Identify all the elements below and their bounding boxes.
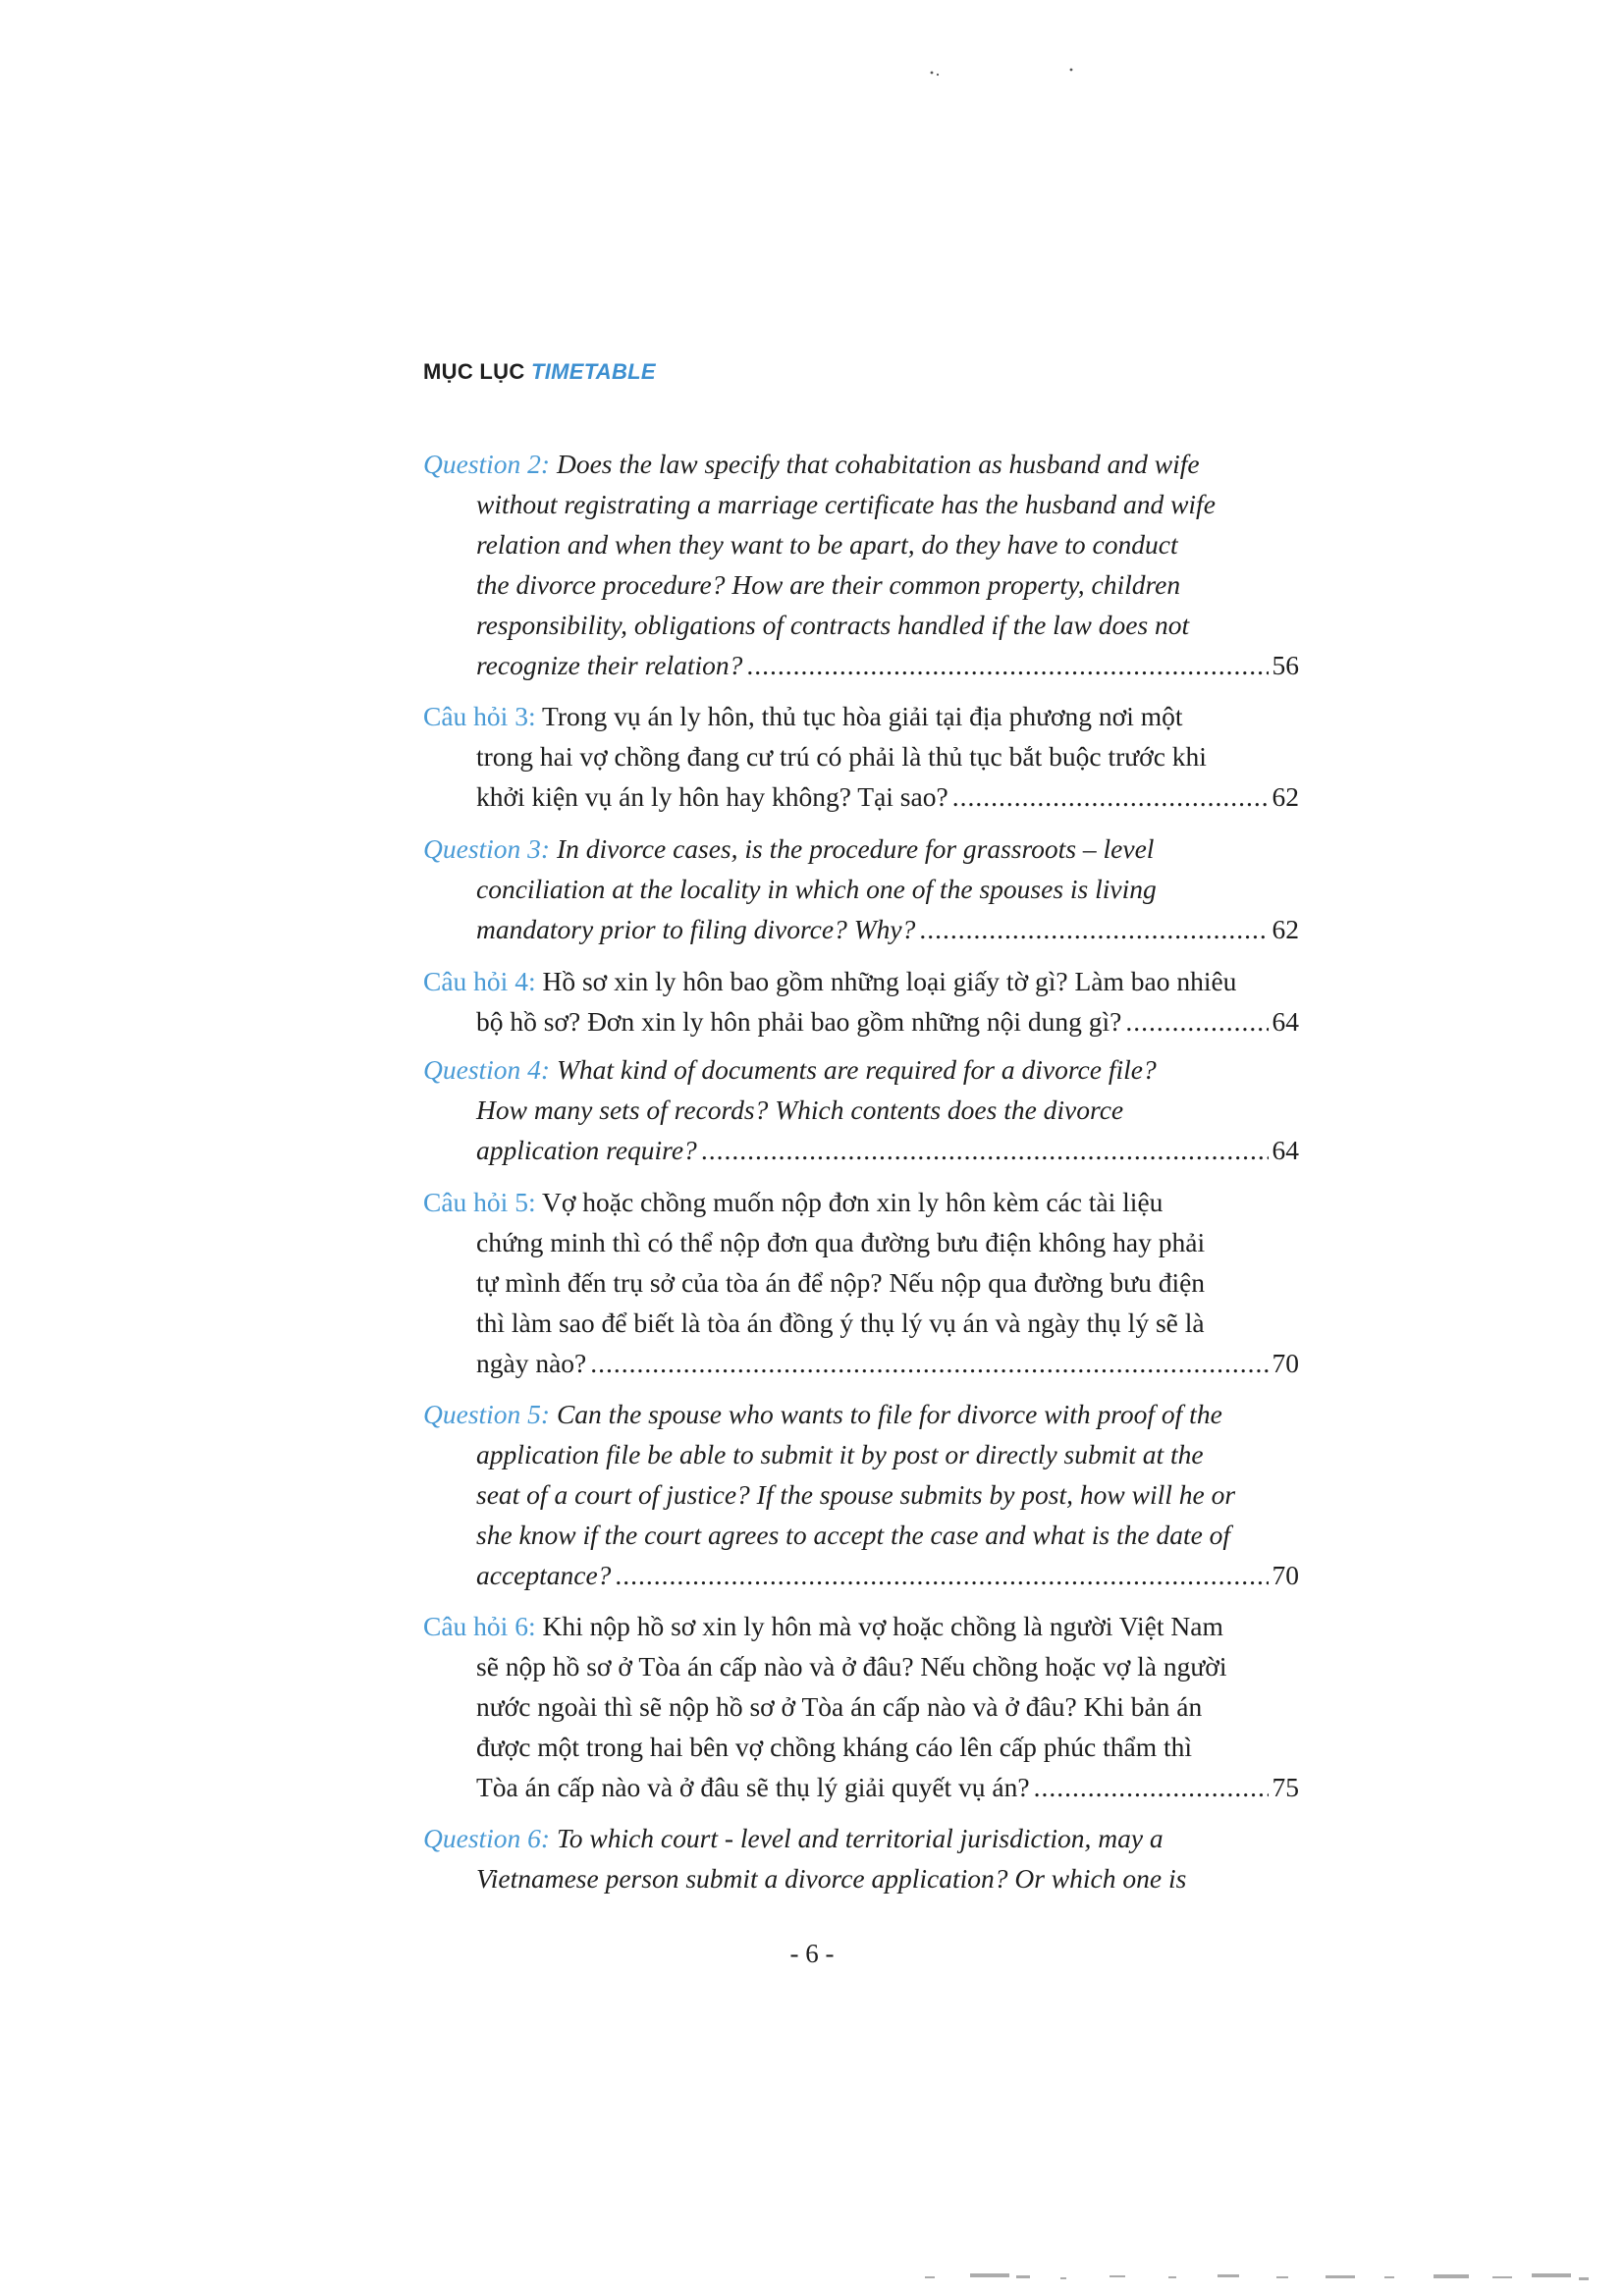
toc-entry-line-text: application require? — [476, 1135, 697, 1165]
toc-entry-line-text: application file be able to submit it by post or directly submit at the — [476, 1439, 1204, 1469]
header-title: MỤC LỤC — [423, 359, 525, 384]
toc-entry[interactable] — [423, 1606, 1299, 1807]
toc-entry-line — [423, 1001, 1299, 1041]
toc-entry-text — [476, 645, 742, 685]
toc-entry-text — [423, 966, 1236, 996]
toc-entry-line-text: How many sets of records? Which contents does the divorce — [476, 1095, 1124, 1125]
toc-entry-text — [476, 1001, 1121, 1041]
toc-entry[interactable] — [423, 696, 1299, 817]
toc-entry-line-text: recognize their relation? — [476, 650, 743, 680]
toc-entry-line-text: Can the spouse who wants to file for divorce with proof of the — [556, 1399, 1222, 1429]
toc-entry-line — [423, 1130, 1299, 1170]
toc-entry-line — [423, 1343, 1299, 1383]
toc-entry-line-text: without registrating a marriage certificate has the husband and wife — [476, 489, 1216, 519]
toc-entry-line — [423, 1222, 1299, 1262]
toc-leader-dots — [952, 776, 1269, 817]
toc-entry-text — [423, 833, 1154, 864]
toc-entry-line — [423, 484, 1299, 524]
toc-page-number: 64 — [1272, 1135, 1299, 1165]
toc-page-number: 75 — [1272, 1772, 1299, 1802]
toc-entry-line-text: In divorce cases, is the procedure for grassroots – level — [556, 833, 1155, 864]
toc-entry-line — [423, 1555, 1299, 1595]
toc-entry-text — [423, 1187, 1163, 1217]
toc-entry-line-text: the divorce procedure? How are their common property, children — [476, 569, 1181, 600]
toc-entry-line-text: bộ hồ sơ? Đơn xin ly hôn phải bao gồm những nội dung gì? — [476, 1006, 1122, 1037]
toc-entry-text — [476, 909, 915, 949]
header-subtitle: TIMETABLE — [530, 359, 656, 384]
toc-entry-label: Question 3: — [423, 833, 551, 864]
toc-entry-line-text: relation and when they want to be apart, do they have to conduct — [476, 529, 1178, 560]
toc-entry-line — [423, 1818, 1299, 1858]
toc-entry-line-text: To which court - level and territorial jurisdiction, may a — [556, 1823, 1164, 1853]
toc-entry[interactable] — [423, 1394, 1299, 1595]
toc-entry-text — [476, 1343, 586, 1383]
toc-entry-line-text: sẽ nộp hồ sơ ở Tòa án cấp nào và ở đâu? Nếu chồng hoặc vợ là người — [476, 1651, 1227, 1682]
toc-entry-line-text: mandatory prior to filing divorce? Why? — [476, 914, 916, 944]
toc-entry-line-text: nước ngoài thì sẽ nộp hồ sơ ở Tòa án cấp nào và ở đâu? Khi bản án — [476, 1691, 1203, 1722]
toc-entry-text — [476, 1691, 1202, 1722]
toc-entry-line — [423, 776, 1299, 817]
toc-entry-line-text: responsibility, obligations of contracts handled if the law does not — [476, 610, 1190, 640]
toc-entry-line — [423, 1090, 1299, 1130]
toc-page-number: 56 — [1272, 650, 1299, 680]
toc-entry-text — [476, 1651, 1226, 1682]
toc-page-number: 70 — [1272, 1560, 1299, 1590]
toc-entry-label: Câu hỏi 3: — [423, 701, 536, 731]
toc-entry-text — [476, 874, 1157, 904]
toc-entry-text — [476, 1479, 1235, 1510]
toc-leader-dots — [1125, 1001, 1268, 1041]
toc-entry-text — [476, 1267, 1205, 1298]
toc-entry-line-text: What kind of documents are required for a divorce file? — [556, 1054, 1157, 1085]
toc-entry-text — [423, 1611, 1223, 1641]
toc-entry-line — [423, 1686, 1299, 1727]
toc-entry[interactable] — [423, 961, 1299, 1041]
toc-entry-line-text: Tòa án cấp nào và ở đâu sẽ thụ lý giải quyết vụ án? — [476, 1772, 1030, 1802]
toc-entry-line — [423, 444, 1299, 484]
toc-entry-text — [476, 1308, 1205, 1338]
toc-entry-label: Question 2: — [423, 449, 551, 479]
toc-entry-label: Question 6: — [423, 1823, 551, 1853]
toc-entry-line — [423, 1182, 1299, 1222]
toc-entry-text — [476, 1439, 1204, 1469]
toc-entry-line — [423, 909, 1299, 949]
toc-leader-dots — [919, 909, 1268, 949]
toc-entry[interactable] — [423, 828, 1299, 949]
toc-entry-line-text: Vợ hoặc chồng muốn nộp đơn xin ly hôn kèm các tài liệu — [541, 1187, 1164, 1217]
toc-entry-line-text: Does the law specify that cohabitation as husband and wife — [556, 449, 1200, 479]
toc-entry[interactable] — [423, 1818, 1299, 1898]
toc-entry-line-text: chứng minh thì có thể nộp đơn qua đường bưu điện không hay phải — [476, 1227, 1206, 1257]
toc-entry-line — [423, 828, 1299, 869]
toc-entry-text — [476, 776, 948, 817]
toc-entry-line-text: acceptance? — [476, 1560, 612, 1590]
toc-entry-text — [423, 1054, 1157, 1085]
toc-entry-text — [476, 1767, 1030, 1807]
toc-entry-line — [423, 736, 1299, 776]
toc-entry-line — [423, 605, 1299, 645]
toc-entry-text — [476, 1130, 697, 1170]
toc-entry-text — [423, 1823, 1164, 1853]
toc-leader-dots — [701, 1130, 1269, 1170]
toc-entry[interactable] — [423, 1182, 1299, 1383]
toc-entry-label: Question 5: — [423, 1399, 551, 1429]
toc-entry-line — [423, 645, 1299, 685]
toc-entry-line-text: Trong vụ án ly hôn, thủ tục hòa giải tại địa phương nơi một — [541, 701, 1183, 731]
toc-page-number: 62 — [1272, 914, 1299, 944]
toc-entry-line-text: ngày nào? — [476, 1348, 587, 1378]
toc-entry-line — [423, 961, 1299, 1001]
toc-entry[interactable] — [423, 1049, 1299, 1170]
toc-entry-line — [423, 1606, 1299, 1646]
toc-entry-line-text: khởi kiện vụ án ly hôn hay không? Tại sao? — [476, 781, 948, 812]
toc-entry-label: Câu hỏi 6: — [423, 1611, 536, 1641]
page-number: - 6 - — [789, 1939, 835, 1968]
toc-entry-text — [476, 1555, 611, 1595]
toc-entry-text — [423, 1399, 1222, 1429]
toc-entry-text — [476, 610, 1189, 640]
toc-entry-text — [423, 701, 1183, 731]
toc-entry-line — [423, 869, 1299, 909]
toc-entry-line-text: seat of a court of justice? If the spouse submits by post, how will he or — [476, 1479, 1236, 1510]
toc-entry-line — [423, 1434, 1299, 1474]
toc-entry-label: Câu hỏi 4: — [423, 966, 536, 996]
toc-entry-line — [423, 1049, 1299, 1090]
toc-entry-text — [476, 1095, 1123, 1125]
toc-entry-line — [423, 564, 1299, 605]
toc-page-number: 62 — [1272, 781, 1299, 812]
toc-entry-text — [476, 741, 1207, 772]
toc-entry-line-text: Khi nộp hồ sơ xin ly hôn mà vợ hoặc chồng là người Việt Nam — [542, 1611, 1223, 1641]
toc-entry-line — [423, 696, 1299, 736]
toc-entry-line-text: trong hai vợ chồng đang cư trú có phải là thủ tục bắt buộc trước khi — [476, 741, 1207, 772]
toc-entry-text — [476, 529, 1178, 560]
toc-entry-label: Câu hỏi 5: — [423, 1187, 536, 1217]
toc-entry-line-text: thì làm sao để biết là tòa án đồng ý thụ lý vụ án và ngày thụ lý sẽ là — [476, 1308, 1205, 1338]
toc-entry-line — [423, 1646, 1299, 1686]
toc-page-number: 64 — [1272, 1006, 1299, 1037]
toc-entry-text — [476, 569, 1180, 600]
toc-entry[interactable] — [423, 444, 1299, 685]
toc-entry-text — [476, 489, 1216, 519]
toc-page-number: 70 — [1272, 1348, 1299, 1378]
toc-entry-line — [423, 1858, 1299, 1898]
toc-entry-text — [476, 1863, 1186, 1894]
toc-entry-line — [423, 1474, 1299, 1515]
toc-entry-label: Question 4: — [423, 1054, 551, 1085]
toc-leader-dots — [615, 1555, 1268, 1595]
toc-entry-line — [423, 1767, 1299, 1807]
toc-leader-dots — [590, 1343, 1268, 1383]
page-header — [423, 359, 656, 385]
toc-entry-text — [476, 1732, 1192, 1762]
scan-specks — [923, 2268, 1600, 2285]
toc-entry-text — [423, 449, 1200, 479]
toc-entry-line-text: được một trong hai bên vợ chồng kháng cáo lên cấp phúc thẩm thì — [476, 1732, 1193, 1762]
toc-entry-line — [423, 524, 1299, 564]
toc-entry-line — [423, 1727, 1299, 1767]
toc-entry-line-text: she know if the court agrees to accept the case and what is the date of — [476, 1520, 1231, 1550]
toc-entry-text — [476, 1227, 1205, 1257]
toc-leader-dots — [1034, 1767, 1269, 1807]
toc-entry-line — [423, 1394, 1299, 1434]
toc-entry-text — [476, 1520, 1230, 1550]
scan-marks — [928, 67, 1075, 79]
toc-entry-line-text: Hồ sơ xin ly hôn bao gồm những loại giấy tờ gì? Làm bao nhiêu — [542, 966, 1237, 996]
toc-entry-line-text: conciliation at the locality in which one of the spouses is living — [476, 874, 1157, 904]
toc-entry-line — [423, 1262, 1299, 1303]
toc-leader-dots — [746, 645, 1268, 685]
toc-entry-line — [423, 1515, 1299, 1555]
toc-entry-line-text: tự mình đến trụ sở của tòa án để nộp? Nếu nộp qua đường bưu điện — [476, 1267, 1206, 1298]
toc-entry-line-text: Vietnamese person submit a divorce application? Or which one is — [476, 1863, 1187, 1894]
toc-entry-line — [423, 1303, 1299, 1343]
